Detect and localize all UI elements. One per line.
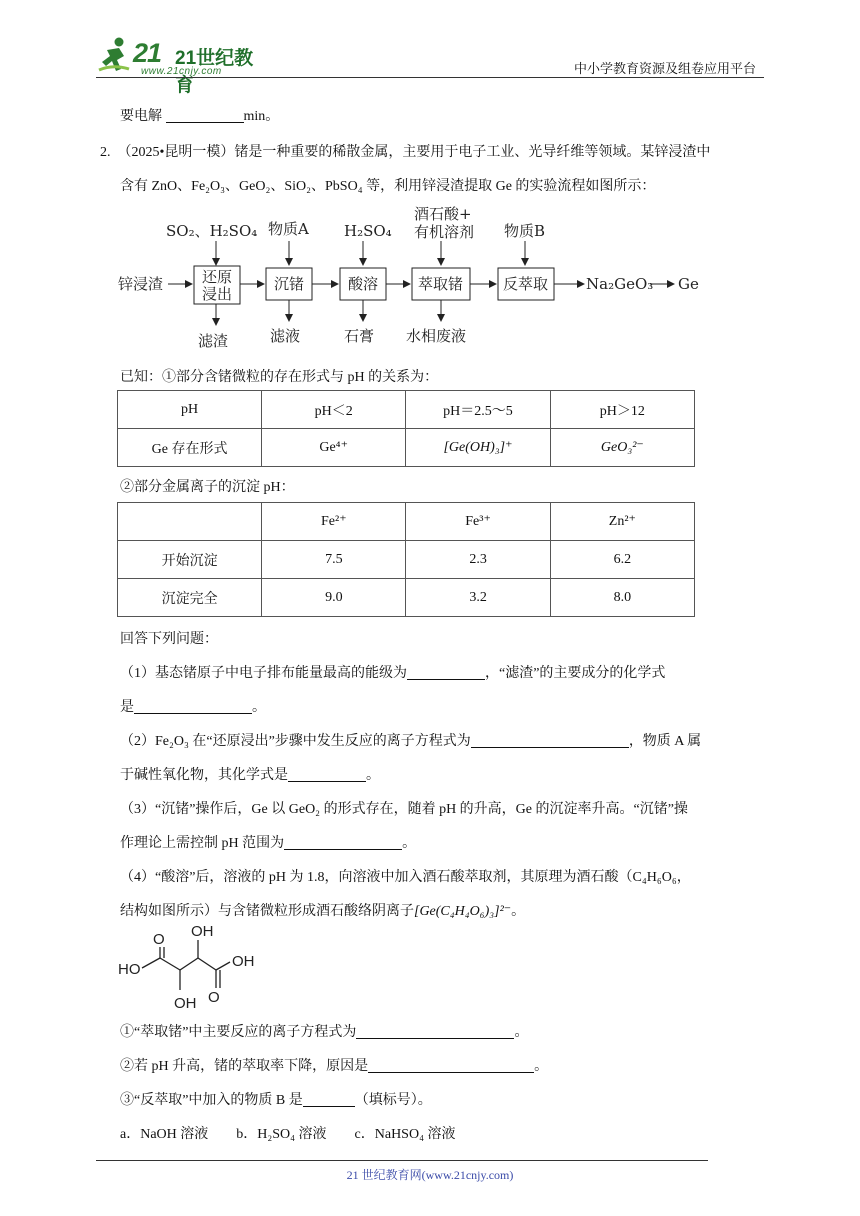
table-header: Zn²⁺ xyxy=(550,503,694,541)
table-row xyxy=(118,541,695,579)
flow-input-3: H₂SO₄ xyxy=(344,222,392,240)
precipitation-ph-table xyxy=(117,502,695,617)
known-1: 已知：①部分含锗微粒的存在形式与 pH 的关系为： xyxy=(120,370,439,385)
box4-label: 萃取锗 xyxy=(418,275,464,293)
text: min。 xyxy=(243,109,280,124)
flow-input-5: 物质B xyxy=(504,222,546,240)
ge-species-table xyxy=(117,390,695,467)
table-header-row xyxy=(118,503,695,541)
flow-input-4b: 有机溶剂 xyxy=(414,223,475,241)
text: 。 xyxy=(514,1025,529,1040)
flow-input-4a: 酒石酸+ xyxy=(414,205,472,223)
options-line: a．NaOH 溶液 b．H₂SO₄ 溶液 c．NaHSO₄ 溶液 xyxy=(120,1127,456,1142)
q2-text-1: （2025•昆明一模）锗是一种重要的稀散金属，主要用于电子工业、光导纤维等领域。某锌浸渣中 xyxy=(117,145,711,160)
sub3-line xyxy=(120,1089,432,1109)
row-label: 沉淀完全 xyxy=(118,579,262,617)
part1-line1 xyxy=(120,662,665,682)
part2-line2 xyxy=(120,764,380,784)
struct-oh-right: OH xyxy=(232,953,255,970)
flow-product: Na₂GeO₃ xyxy=(586,275,654,293)
text: 结构如图所示）与含锗微粒形成酒石酸络阴离子 xyxy=(120,904,414,919)
flow-output-2: 滤液 xyxy=(270,327,301,345)
footer-divider xyxy=(96,1160,708,1161)
previous-question-tail xyxy=(120,105,279,125)
table-cell: 2.3 xyxy=(406,541,550,579)
answer-blank[interactable] xyxy=(284,835,402,850)
answer-blank[interactable] xyxy=(407,665,485,680)
logo-21: 21 xyxy=(133,38,162,68)
part2-line1 xyxy=(120,730,701,750)
table-cell: 9.0 xyxy=(262,579,406,617)
part4-line2 xyxy=(120,900,525,920)
text: ，物质 A 属 xyxy=(628,734,702,749)
box2-label: 沉锗 xyxy=(274,275,305,293)
answer-blank[interactable] xyxy=(134,699,252,714)
flow-input-1: SO₂、H₂SO₄ xyxy=(166,222,258,240)
sub2-line xyxy=(120,1055,548,1075)
table-cell: 6.2 xyxy=(550,541,694,579)
text: 是 xyxy=(120,700,134,715)
text: （2）Fe₂O₃ 在“还原浸出”步骤中发生反应的离子方程式为 xyxy=(120,734,471,749)
text: 作理论上需控制 pH 范围为 xyxy=(120,836,285,851)
answer-blank[interactable] xyxy=(303,1092,355,1107)
text: （1）基态锗原子中电子排布能量最高的能级为 xyxy=(120,666,407,681)
table-header: pH＝2.5～5 xyxy=(406,391,550,429)
question-number: 2. xyxy=(100,145,111,160)
answer-blank[interactable] xyxy=(288,767,366,782)
runner-logo-icon xyxy=(97,36,131,74)
text: 。 xyxy=(252,700,266,715)
text: ①“萃取锗”中主要反应的离子方程式为 xyxy=(120,1025,357,1040)
text: （填标号）。 xyxy=(354,1093,432,1108)
flow-start: 锌浸渣 xyxy=(118,275,164,293)
flow-output-4: 水相废液 xyxy=(406,327,467,345)
tartaric-acid-structure xyxy=(116,922,266,1014)
complex-ion-formula: [Ge(C₄H₄O₆)₃]²⁻ xyxy=(414,904,512,919)
box3-label: 酸溶 xyxy=(348,275,379,293)
text: 于碱性氧化物，其化学式是 xyxy=(120,768,288,783)
table-header: pH＜2 xyxy=(262,391,406,429)
text: 。 xyxy=(511,904,526,919)
answer-blank[interactable] xyxy=(471,733,629,748)
part3-line1: （3）“沉锗”操作后，Ge 以 GeO₂ 的形式存在，随着 pH 的升高，Ge 的沉淀率升高。“沉锗”操 xyxy=(120,802,688,817)
table-cell: 8.0 xyxy=(550,579,694,617)
footer-link[interactable]: 21 世纪教育网(www.21cnjy.com) xyxy=(346,1168,514,1182)
q2-line1 xyxy=(100,141,710,161)
answer-intro: 回答下列问题： xyxy=(120,632,218,647)
table-cell: Ge⁴⁺ xyxy=(262,429,406,467)
struct-oh-top: OH xyxy=(191,923,214,940)
part4-line1: （4）“酸溶”后，溶液的 pH 为 1.8，向溶液中加入酒石酸萃取剂，其原理为酒石酸（C₄H₆O₆， xyxy=(120,870,691,885)
part1-line2 xyxy=(120,696,266,716)
box1-line1: 还原 xyxy=(202,268,233,286)
table-header: Fe²⁺ xyxy=(262,503,406,541)
box5-label: 反萃取 xyxy=(503,275,549,293)
table-header: pH xyxy=(118,391,262,429)
site-logo[interactable] xyxy=(97,36,257,96)
sub1-line xyxy=(120,1021,528,1041)
flow-final: Ge xyxy=(678,275,699,293)
row-label: Ge 存在形式 xyxy=(118,429,262,467)
text: 。 xyxy=(402,836,417,851)
table-cell: GeO₃²⁻ xyxy=(550,429,694,467)
text: ③“反萃取”中加入的物质 B 是 xyxy=(120,1093,303,1108)
struct-o-top: O xyxy=(153,931,165,948)
header-divider xyxy=(96,77,764,78)
struct-o-bottom: O xyxy=(208,989,220,1006)
text: 要电解 xyxy=(120,109,166,124)
text: ，“滤渣”的主要成分的化学式 xyxy=(485,666,666,681)
known-2: ②部分金属离子的沉淀 pH： xyxy=(120,480,295,495)
text: 。 xyxy=(366,768,380,783)
logo-url: www.21cnjy.com xyxy=(141,66,222,77)
logo-brand-text: 21世纪教育 xyxy=(175,48,254,96)
table-cell: [Ge(OH)₃]⁺ xyxy=(406,429,550,467)
part3-line2 xyxy=(120,832,416,852)
row-label: 开始沉淀 xyxy=(118,541,262,579)
text: ②若 pH 升高，锗的萃取率下降，原因是 xyxy=(120,1059,369,1074)
flow-output-1: 滤渣 xyxy=(198,332,229,350)
answer-blank[interactable] xyxy=(166,108,244,123)
answer-blank[interactable] xyxy=(356,1024,514,1039)
table-cell: 7.5 xyxy=(262,541,406,579)
q2-line2: 含有 ZnO、Fe₂O₃、GeO₂、SiO₂、PbSO₄ 等，利用锌浸渣提取 Ge 的实验流程如图所示： xyxy=(120,179,656,194)
flow-output-3: 石膏 xyxy=(344,327,375,345)
process-flow-diagram xyxy=(112,203,712,355)
box1-line2: 浸出 xyxy=(202,285,233,303)
table-cell: 3.2 xyxy=(406,579,550,617)
table-row xyxy=(118,579,695,617)
answer-blank[interactable] xyxy=(368,1058,534,1073)
table-header-row xyxy=(118,391,695,429)
struct-oh-bottom: OH xyxy=(174,995,197,1012)
table-row xyxy=(118,429,695,467)
text: 。 xyxy=(534,1059,549,1074)
struct-ho-left: HO xyxy=(118,961,141,978)
header-platform-text: 中小学教育资源及组卷应用平台 xyxy=(573,61,756,76)
table-header xyxy=(118,503,262,541)
flow-input-2: 物质A xyxy=(268,220,309,238)
table-header: pH＞12 xyxy=(550,391,694,429)
table-header: Fe³⁺ xyxy=(406,503,550,541)
